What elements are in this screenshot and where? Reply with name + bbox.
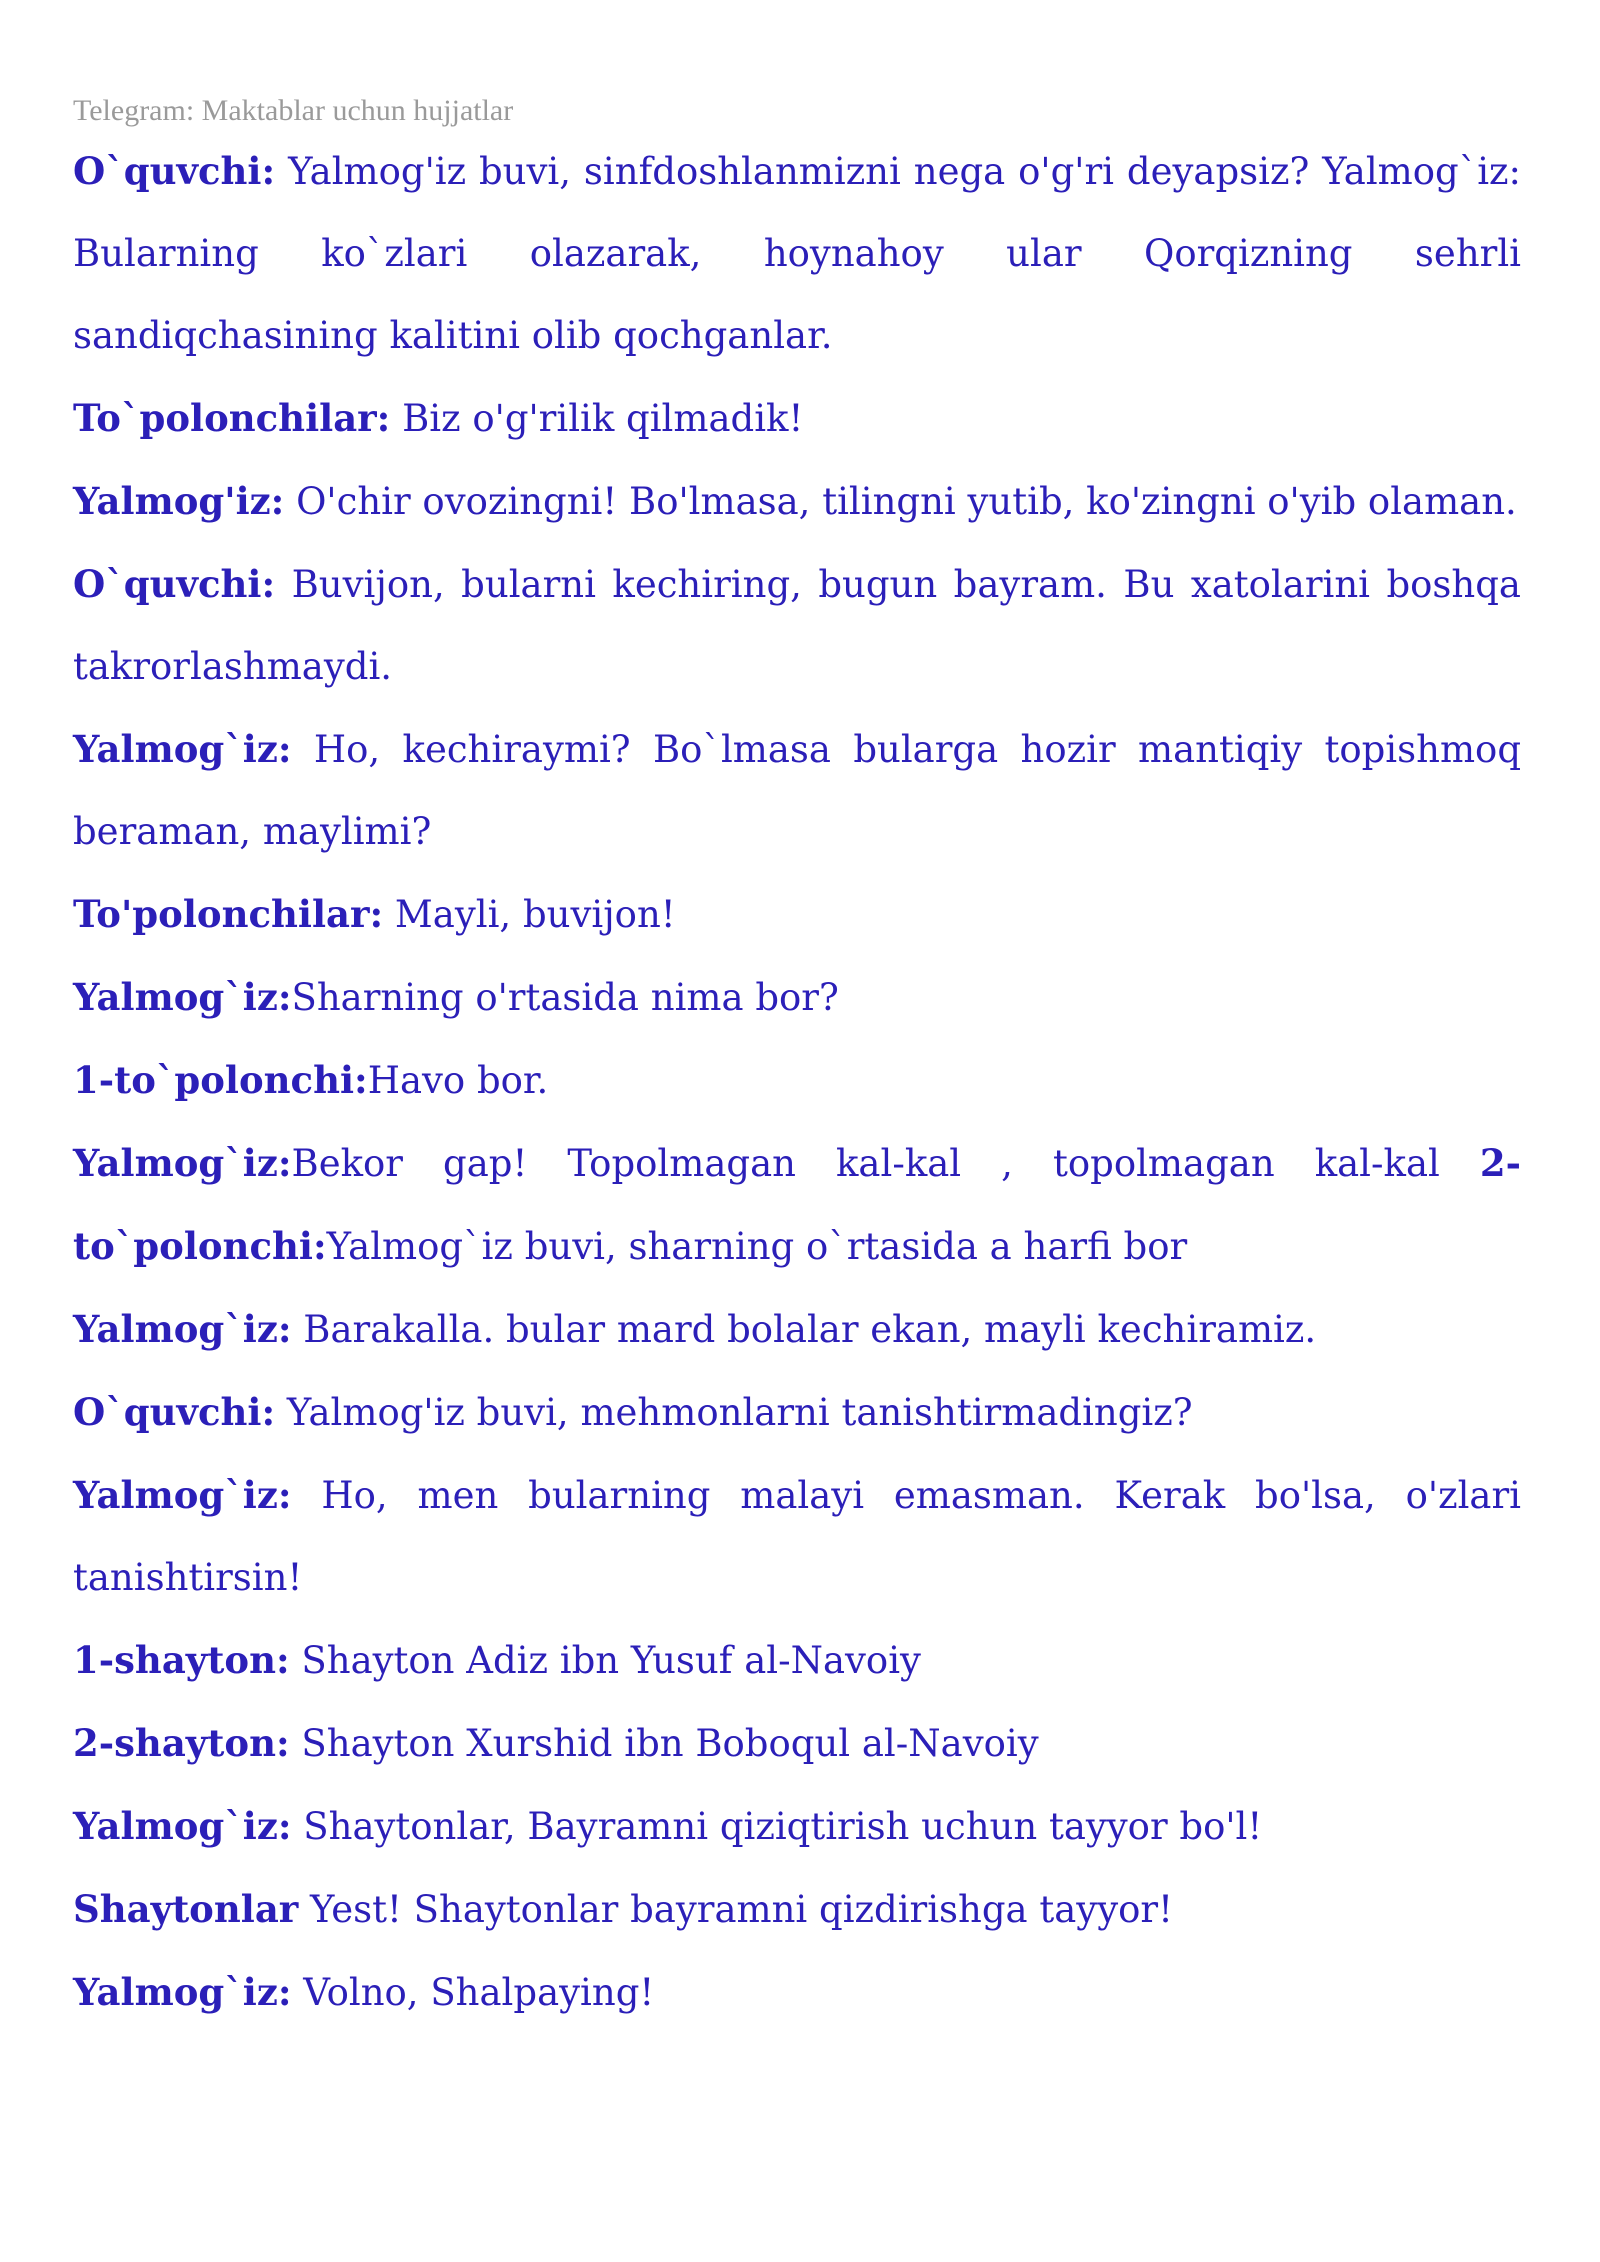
dialogue-text: Sharning o'rtasida nima bor? <box>291 976 839 1019</box>
dialogue-line <box>73 1454 1521 1619</box>
speaker-label: O`quvchi: <box>73 562 276 606</box>
dialogue-line <box>73 1371 1521 1454</box>
speaker-label: Yalmog`iz: <box>73 727 292 771</box>
speaker-label: Yalmog`iz: <box>73 1307 292 1351</box>
speaker-label: O`quvchi: <box>73 1390 276 1434</box>
dialogue-text: Mayli, buvijon! <box>383 893 676 936</box>
dialogue-line <box>73 1039 1521 1122</box>
dialogue-text: Yalmog'iz buvi, mehmonlarni tanishtirmadingiz? <box>275 1391 1193 1434</box>
dialogue-line <box>73 377 1521 460</box>
dialogue-line <box>73 1868 1521 1951</box>
dialogue-text: Bekor gap! Topolmagan kal-kal , topolmagan kal-kal <box>291 1142 1480 1185</box>
dialogue-line <box>73 956 1521 1039</box>
speaker-label: Yalmog`iz: <box>73 1141 292 1185</box>
dialogue-text: Volno, Shalpaying! <box>291 1971 655 2014</box>
speaker-label: 2-to`polonchi: <box>73 1141 1521 1268</box>
speaker-label: Yalmog`iz: <box>73 1970 292 2014</box>
speaker-label: 2-shayton: <box>73 1721 290 1765</box>
speaker-label: O`quvchi: <box>73 149 276 193</box>
dialogue-line <box>73 873 1521 956</box>
dialogue-line <box>73 1122 1521 1288</box>
speaker-label: Yalmog'iz: <box>73 479 285 523</box>
dialogue-text: Biz o'g'rilik qilmadik! <box>390 397 804 440</box>
dialogue-line <box>73 708 1521 873</box>
dialogue-text: Havo bor. <box>367 1059 549 1102</box>
dialogue-text: Yest! Shaytonlar bayramni qizdirishga tayyor! <box>298 1888 1173 1931</box>
speaker-label: Shaytonlar <box>73 1887 299 1931</box>
speaker-label: 1-to`polonchi: <box>73 1058 368 1102</box>
dialogue-line <box>73 1702 1521 1785</box>
dialogue-text: O'chir ovozingni! Bo'lmasa, tilingni yutib, ko'zingni o'yib olaman. <box>284 480 1517 523</box>
dialogue-line <box>73 130 1521 377</box>
dialogue-line <box>73 460 1521 543</box>
dialogue-text: Shayton Xurshid ibn Boboqul al-Navoiy <box>289 1722 1039 1765</box>
dialogue-text: Buvijon, bularni kechiring, bugun bayram. Bu xatolarini boshqa takrorlashmaydi. <box>73 563 1521 688</box>
dialogue-line <box>73 1951 1521 2034</box>
dialogue-text: Ho, kechiraymi? Bo`lmasa bularga hozir mantiqiy topishmoq beraman, maylimi? <box>73 728 1521 853</box>
dialogue-script <box>73 130 1521 2034</box>
speaker-label: Yalmog`iz: <box>73 1473 292 1517</box>
dialogue-text: Yalmog`iz buvi, sharning o`rtasida a harfi bor <box>326 1225 1188 1268</box>
dialogue-text: Barakalla. bular mard bolalar ekan, mayli kechiramiz. <box>291 1308 1317 1351</box>
watermark: Telegram: Maktablar uchun hujjatlar <box>73 94 514 127</box>
dialogue-text: Ho, men bularning malayi emasman. Kerak bo'lsa, o'zlari tanishtirsin! <box>73 1474 1521 1599</box>
dialogue-line <box>73 543 1521 708</box>
speaker-label: To`polonchilar: <box>73 396 391 440</box>
dialogue-text: Shaytonlar, Bayramni qiziqtirish uchun tayyor bo'l! <box>291 1805 1263 1848</box>
speaker-label: To'polonchilar: <box>73 892 384 936</box>
speaker-label: Yalmog`iz: <box>73 1804 292 1848</box>
dialogue-line <box>73 1619 1521 1702</box>
dialogue-line <box>73 1288 1521 1371</box>
dialogue-text: Shayton Adiz ibn Yusuf al-Navoiy <box>289 1639 921 1682</box>
speaker-label: 1-shayton: <box>73 1638 290 1682</box>
speaker-label: Yalmog`iz: <box>73 975 292 1019</box>
dialogue-line <box>73 1785 1521 1868</box>
dialogue-text: Yalmog'iz buvi, sinfdoshlanmizni nega o'g'ri deyapsiz? Yalmog`iz: Bularning ko`zlari olazarak, hoynahoy ular Qorqizning sehrli sandiqchasining kalitini olib qochganlar. <box>73 150 1521 357</box>
